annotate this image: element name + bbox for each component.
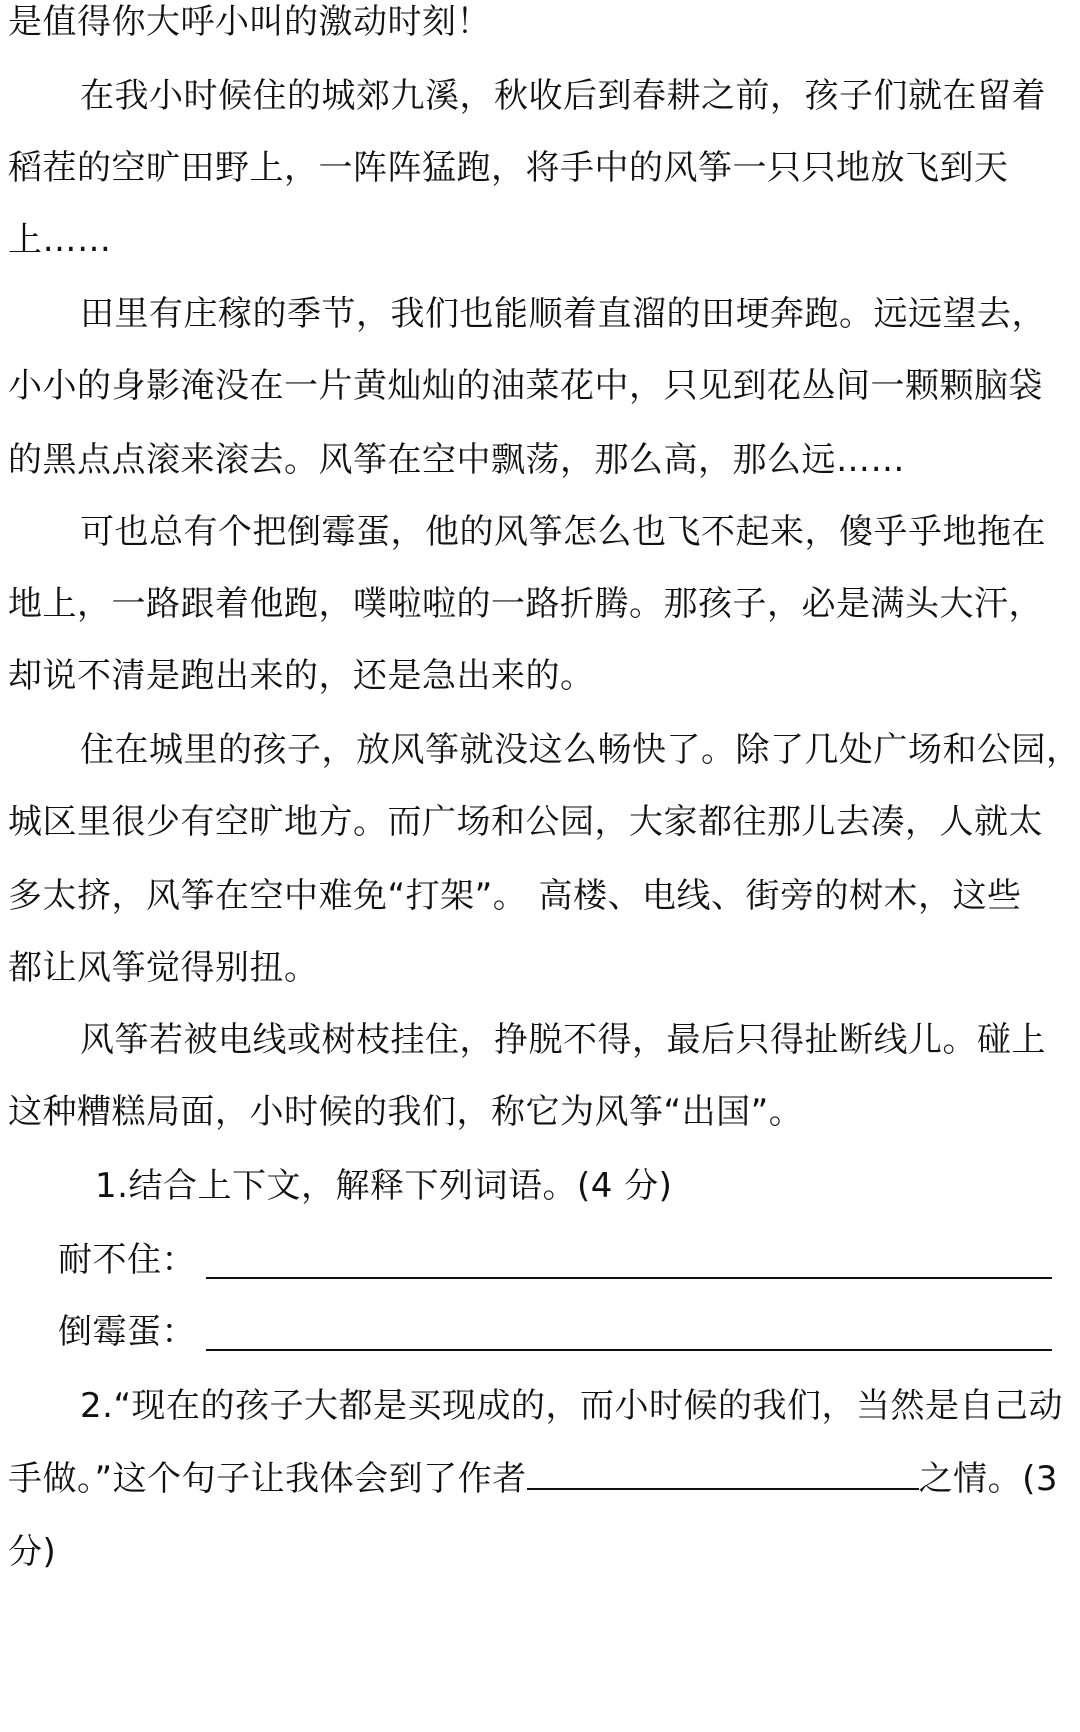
question-2-line-3: 分) [8, 1532, 57, 1572]
question-1-prompt: 1.结合上下文，解释下列词语。(4 分) [95, 1166, 673, 1206]
passage-line: 稻茬的空旷田野上，一阵阵猛跑，将手中的风筝一只只地放飞到天 [8, 148, 1009, 188]
question-2-text-before: 手做。”这个句子让我体会到了作者 [8, 1459, 527, 1499]
answer-blank-emotion[interactable] [527, 1458, 919, 1490]
passage-line: 住在城里的孩子，放风筝就没这么畅快了。除了几处广场和公园， [80, 730, 1080, 770]
passage-line: 却说不清是跑出来的，还是急出来的。 [8, 656, 595, 696]
passage-line: 的黑点点滚来滚去。风筝在空中飘荡，那么高，那么远…… [8, 440, 905, 480]
passage-line: 上…… [8, 220, 112, 260]
passage-line: 城区里很少有空旷地方。而广场和公园，大家都往那儿去凑，人就太 [8, 802, 1043, 842]
passage-line: 都让风筝觉得别扭。 [8, 948, 319, 988]
question-2-line-1: 2.“现在的孩子大都是买现成的，而小时候的我们，当然是自己动 [80, 1386, 1064, 1426]
passage-line: 田里有庄稼的季节，我们也能顺着直溜的田埂奔跑。远远望去， [80, 294, 1046, 334]
passage-line: 是值得你大呼小叫的激动时刻！ [8, 2, 491, 42]
passage-line: 小小的身影淹没在一片黄灿灿的油菜花中，只见到花丛间一颗颗脑袋 [8, 366, 1043, 406]
passage-line: 多太挤，风筝在空中难免“打架”。 高楼、电线、街旁的树木，这些 [8, 876, 1022, 916]
term-label-naibuzhu: 耐不住： [58, 1240, 196, 1280]
question-2-line-2 [8, 1458, 1058, 1499]
term-label-daomeidan: 倒霉蛋： [58, 1312, 196, 1352]
answer-blank-daomeidan[interactable] [206, 1349, 1052, 1351]
passage-line: 地上，一路跟着他跑，噗啦啦的一路折腾。那孩子，必是满头大汗， [8, 584, 1043, 624]
passage-line: 可也总有个把倒霉蛋，他的风筝怎么也飞不起来，傻乎乎地拖在 [80, 512, 1046, 552]
passage-line: 这种糟糕局面，小时候的我们，称它为风筝“出国”。 [8, 1092, 804, 1132]
passage-line: 在我小时候住的城郊九溪，秋收后到春耕之前，孩子们就在留着 [80, 76, 1046, 116]
answer-blank-naibuzhu[interactable] [206, 1277, 1052, 1279]
question-2-text-after: 之情。(3 [918, 1459, 1059, 1499]
passage-line: 风筝若被电线或树枝挂住，挣脱不得，最后只得扯断线儿。碰上 [80, 1020, 1046, 1060]
